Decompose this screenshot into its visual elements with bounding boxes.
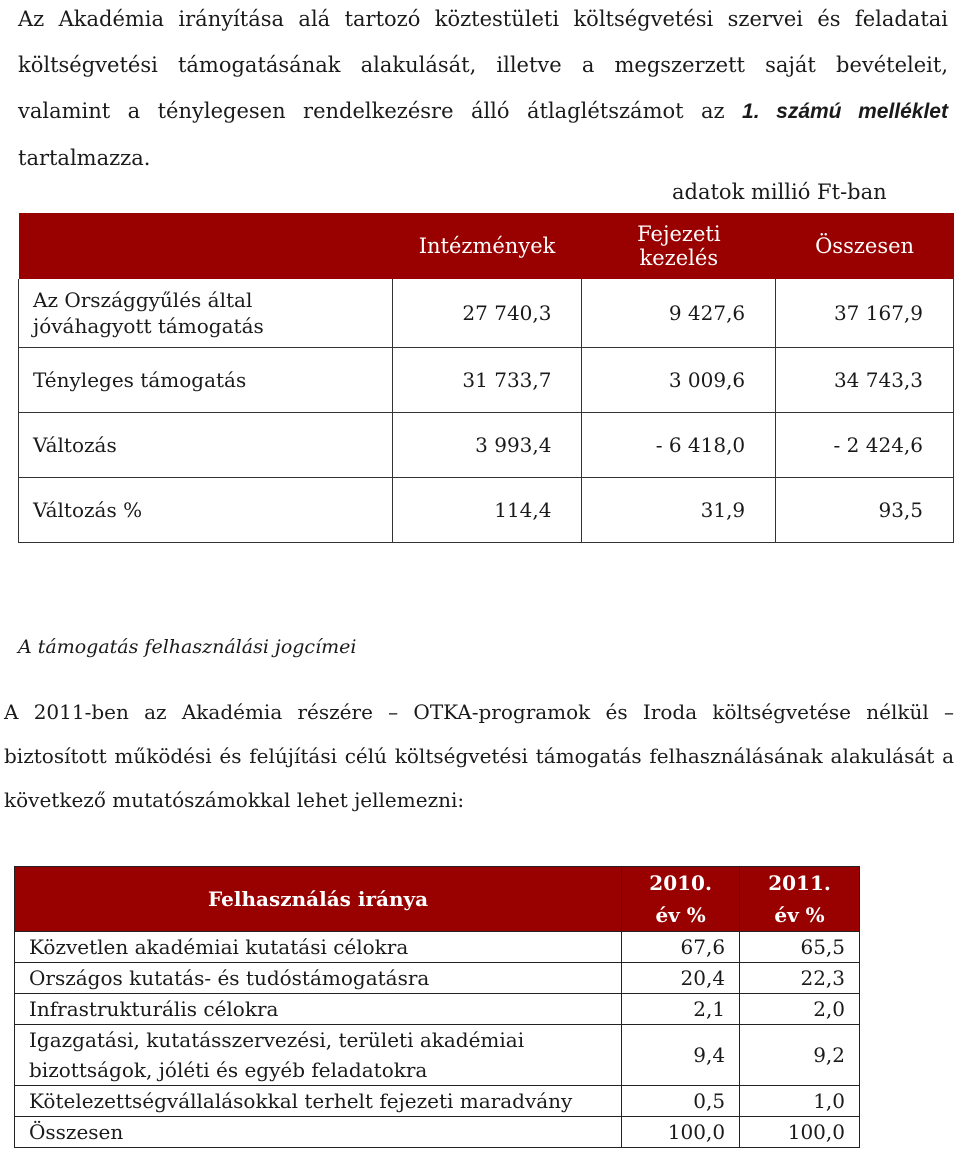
row-label: Tényleges támogatás xyxy=(19,347,393,412)
row-label: Változás xyxy=(19,412,393,477)
budget-table-header xyxy=(19,213,954,279)
budget-table xyxy=(18,213,954,543)
cell-value: 3 009,6 xyxy=(582,347,776,412)
row-label: Infrastrukturális célokra xyxy=(15,994,622,1025)
cell-value: - 6 418,0 xyxy=(582,412,776,477)
usage-table-header xyxy=(15,867,860,932)
table-row xyxy=(15,932,860,963)
intro-text-end: tartalmazza. xyxy=(18,146,151,170)
cell-value: 31 733,7 xyxy=(392,347,582,412)
row-label: Változás % xyxy=(19,477,393,542)
cell-value: 100,0 xyxy=(622,1117,740,1148)
cell-value: 93,5 xyxy=(776,477,954,542)
usage-table xyxy=(14,866,860,1148)
cell-value: 65,5 xyxy=(740,932,860,963)
row-label: Igazgatási, kutatásszervezési, területi akadémiai bizottságok, jóléti és egyéb feladatokra xyxy=(15,1025,622,1086)
cell-value: 0,5 xyxy=(622,1086,740,1117)
cell-value: 114,4 xyxy=(392,477,582,542)
row-label: Az Országgyűlés által jóváhagyott támogatás xyxy=(19,279,393,347)
table-row xyxy=(15,994,860,1025)
cell-value: 27 740,3 xyxy=(392,279,582,347)
table-row xyxy=(15,1086,860,1117)
cell-value: 22,3 xyxy=(740,963,860,994)
cell-value: - 2 424,6 xyxy=(776,412,954,477)
row-label: Kötelezettségvállalásokkal terhelt fejezeti maradvány xyxy=(15,1086,622,1117)
column-header: 2010. év % xyxy=(622,867,740,932)
cell-value: 20,4 xyxy=(622,963,740,994)
table-row xyxy=(15,1117,860,1148)
table-row xyxy=(19,347,954,412)
cell-value: 1,0 xyxy=(740,1086,860,1117)
header-empty-cell xyxy=(19,213,393,279)
row-label: Közvetlen akadémiai kutatási célokra xyxy=(15,932,622,963)
table-row xyxy=(19,412,954,477)
cell-value: 31,9 xyxy=(582,477,776,542)
cell-value: 9 427,6 xyxy=(582,279,776,347)
table-row xyxy=(15,1025,860,1086)
column-header: 2011. év % xyxy=(740,867,860,932)
section-subheading: A támogatás felhasználási jogcímei xyxy=(18,636,357,658)
cell-value: 100,0 xyxy=(740,1117,860,1148)
row-label: Országos kutatás- és tudóstámogatásra xyxy=(15,963,622,994)
column-header: Felhasználás iránya xyxy=(15,867,622,932)
column-header: Összesen xyxy=(815,234,915,258)
cell-value: 2,0 xyxy=(740,994,860,1025)
cell-value: 9,2 xyxy=(740,1025,860,1086)
intro-paragraph xyxy=(18,0,948,181)
units-note: adatok millió Ft-ban xyxy=(672,180,887,204)
annex-reference: 1. számú melléklet xyxy=(742,100,948,123)
section-paragraph: A 2011-ben az Akadémia részére – OTKA-programok és Iroda költségvetése nélkül – biztosított működési és felújítási célú költségvetési támogatás felhasználásának alakulását a következő mutatószámokkal lehet jellemezni: xyxy=(4,700,954,812)
cell-value: 9,4 xyxy=(622,1025,740,1086)
table-row xyxy=(19,477,954,542)
row-label: Összesen xyxy=(15,1117,622,1148)
cell-value: 34 743,3 xyxy=(776,347,954,412)
cell-value: 2,1 xyxy=(622,994,740,1025)
cell-value: 37 167,9 xyxy=(776,279,954,347)
column-header: Intézmények xyxy=(418,234,556,258)
cell-value: 3 993,4 xyxy=(392,412,582,477)
table-row xyxy=(15,963,860,994)
intro-text: Az Akadémia irányítása alá tartozó köztestületi költségvetési szervei és feladatai költségvetési támogatásának alakulását, illetve a megszerzett saját bevételeit, valamint a ténylegesen rendelkezésre álló átlaglétszámot az xyxy=(18,7,948,123)
table-row xyxy=(19,279,954,347)
cell-value: 67,6 xyxy=(622,932,740,963)
column-header: Fejezeti kezelés xyxy=(637,222,721,270)
